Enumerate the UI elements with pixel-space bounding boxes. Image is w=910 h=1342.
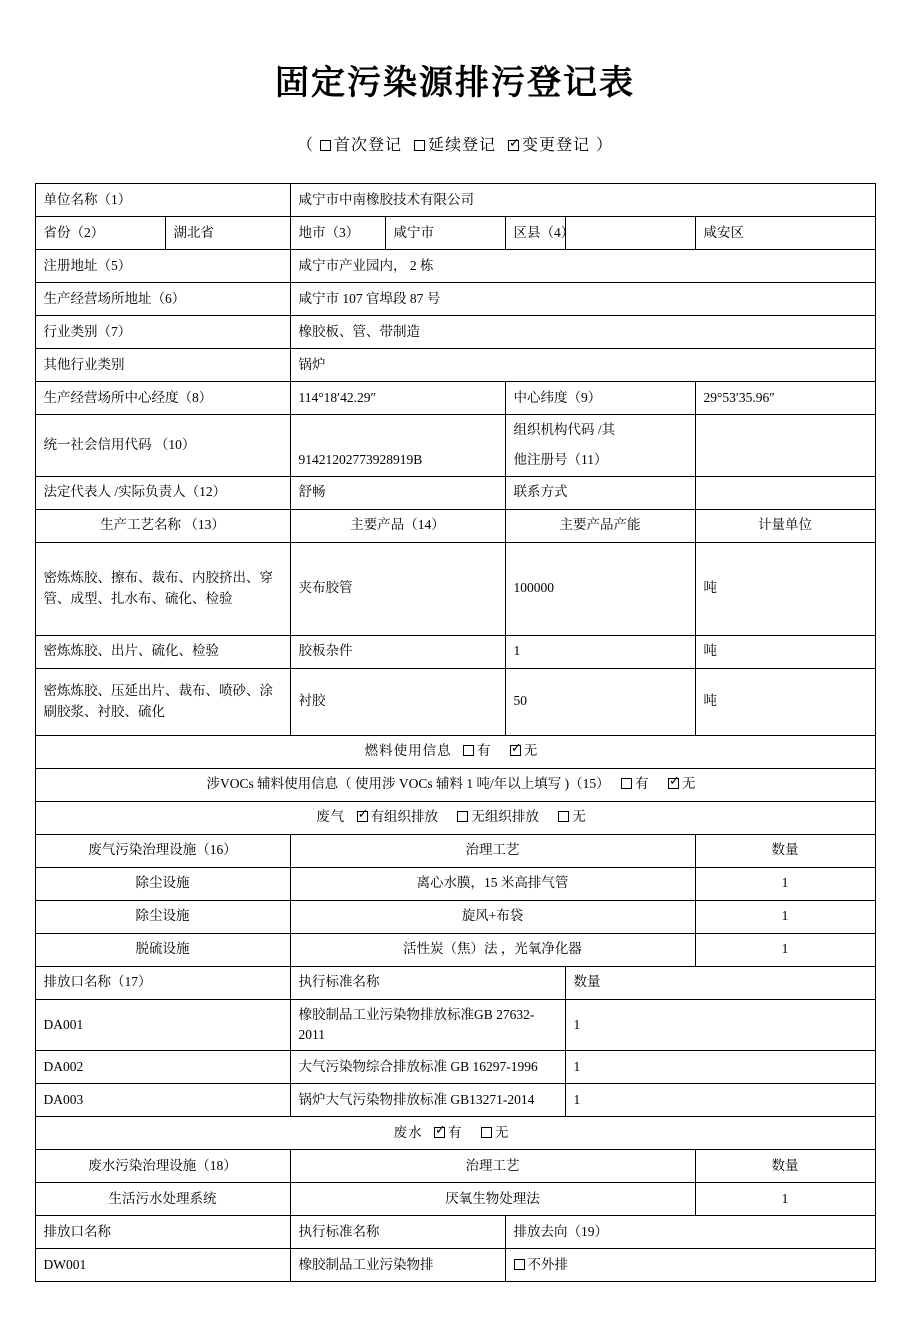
header-water-facility: 废水污染治理设施（18）: [35, 1150, 290, 1183]
value-unit-3[interactable]: 吨: [695, 668, 875, 735]
checkbox-fuel-no[interactable]: [510, 745, 521, 756]
label-reg-address: 注册地址（5）: [35, 250, 290, 283]
value-gas-process-1[interactable]: 离心水膜，15 米高排气管: [290, 867, 695, 900]
table-row-process-2: [35, 635, 875, 668]
table-row-waste-water: [35, 1117, 875, 1150]
table-row-gas-outlet-3: [35, 1084, 875, 1117]
value-gas-outlet-count-2[interactable]: 1: [565, 1051, 875, 1084]
option-fuel-yes[interactable]: [463, 741, 491, 761]
table-row-industry: [35, 316, 875, 349]
value-gas-count-2[interactable]: 1: [695, 900, 875, 933]
value-gas-outlet-name-1[interactable]: DA001: [35, 999, 290, 1051]
header-water-treatment-process: 治理工艺: [290, 1150, 695, 1183]
checkbox-vocs-no[interactable]: [668, 778, 679, 789]
value-gas-facility-3[interactable]: 脱硫设施: [35, 933, 290, 966]
label-credit-code: 统一社会信用代码 （10）: [35, 415, 290, 477]
value-capacity-3[interactable]: 50: [505, 668, 695, 735]
paren-close: ）: [596, 137, 614, 154]
checkbox-gas-unorganized[interactable]: [457, 811, 468, 822]
table-row-gas-facility-3: [35, 933, 875, 966]
checkbox-change-registration[interactable]: [508, 140, 519, 151]
label-vocs-no: 无: [681, 776, 696, 792]
table-row-gas-outlet-header: [35, 966, 875, 999]
label-vocs-yes: 有: [635, 776, 649, 792]
label-longitude: 生产经营场所中心经度（8）: [35, 382, 290, 415]
header-capacity: 主要产品产能: [505, 509, 695, 542]
option-label-change: 变更登记: [522, 137, 591, 154]
option-gas-unorganized[interactable]: [457, 807, 539, 827]
value-gas-outlet-standard-2[interactable]: 大气污染物综合排放标准 GB 16297-1996: [290, 1051, 565, 1084]
option-label-renew: 延续登记: [427, 137, 496, 154]
label-province: 省份（2）: [35, 217, 165, 250]
checkbox-water-yes[interactable]: [434, 1127, 445, 1138]
label-legal-person: 法定代表人 /实际负责人（12）: [35, 476, 290, 509]
registration-type-line: [0, 132, 910, 155]
label-no-external-discharge: 不外排: [527, 1256, 568, 1272]
value-latitude[interactable]: 29°53′35.96″: [695, 382, 875, 415]
value-product-3[interactable]: 衬胶: [290, 668, 505, 735]
header-water-outlet-direction: 排放去向（19）: [505, 1216, 875, 1249]
value-process-1[interactable]: 密炼炼胶、擦布、裁布、内胶挤出、穿管、成型、扎水布、硫化、检验: [35, 542, 290, 635]
checkbox-fuel-yes[interactable]: [463, 745, 474, 756]
table-row-credit-code: [35, 415, 875, 446]
value-water-process-1[interactable]: 厌氧生物处理法: [290, 1183, 695, 1216]
label-fuel-yes: 有: [477, 743, 491, 759]
value-capacity-2[interactable]: 1: [505, 635, 695, 668]
value-gas-outlet-name-2[interactable]: DA002: [35, 1051, 290, 1084]
label-gas-none: 无: [572, 809, 586, 825]
fuel-info-row: [35, 735, 875, 768]
label-contact: 联系方式: [505, 476, 695, 509]
value-gas-outlet-count-3[interactable]: 1: [565, 1084, 875, 1117]
value-province[interactable]: 湖北省: [165, 217, 290, 250]
label-org-code-line2: 他注册号（11）: [505, 445, 695, 476]
header-gas-treatment-process: 治理工艺: [290, 834, 695, 867]
value-reg-address[interactable]: 咸宁市产业园内， 2 栋: [290, 250, 875, 283]
value-gas-outlet-standard-3[interactable]: 锅炉大气污染物排放标准 GB13271-2014: [290, 1084, 565, 1117]
value-water-outlet-name-1[interactable]: DW001: [35, 1249, 290, 1282]
header-gas-count: 数量: [695, 834, 875, 867]
option-vocs-no[interactable]: [668, 774, 696, 794]
header-main-product: 主要产品（14）: [290, 509, 505, 542]
header-gas-outlet-count: 数量: [565, 966, 875, 999]
value-district[interactable]: 咸安区: [695, 217, 875, 250]
value-gas-count-1[interactable]: 1: [695, 867, 875, 900]
checkbox-renew-registration[interactable]: [414, 140, 425, 151]
value-prod-address[interactable]: 咸宁市 107 官埠段 87 号: [290, 283, 875, 316]
value-city[interactable]: 咸宁市: [385, 217, 505, 250]
checkbox-vocs-yes[interactable]: [621, 778, 632, 789]
checkbox-gas-organized[interactable]: [357, 811, 368, 822]
value-gas-facility-2[interactable]: 除尘设施: [35, 900, 290, 933]
label-district-spacer: [565, 217, 695, 250]
option-water-yes[interactable]: [434, 1123, 462, 1143]
header-gas-facility: 废气污染治理设施（16）: [35, 834, 290, 867]
label-water-yes: 有: [448, 1124, 462, 1140]
value-gas-process-3[interactable]: 活性炭（焦）法 ，光氧净化器: [290, 933, 695, 966]
option-label-first: 首次登记: [333, 137, 402, 154]
header-water-outlet-standard: 执行标准名称: [290, 1216, 505, 1249]
document-page: [0, 55, 910, 1342]
value-process-2[interactable]: 密炼炼胶、出片、硫化、检验: [35, 635, 290, 668]
label-latitude: 中心纬度（9）: [505, 382, 695, 415]
value-gas-process-2[interactable]: 旋风+布袋: [290, 900, 695, 933]
page-title: 固定污染源排污登记表: [275, 63, 635, 103]
table-row-fuel-info: [35, 735, 875, 768]
value-industry[interactable]: 橡胶板、管、带制造: [290, 316, 875, 349]
table-row-unit-name: [35, 184, 875, 217]
option-first-registration[interactable]: [320, 137, 402, 154]
value-capacity-1[interactable]: 100000: [505, 542, 695, 635]
value-gas-facility-1[interactable]: 除尘设施: [35, 867, 290, 900]
value-unit-1[interactable]: 吨: [695, 542, 875, 635]
value-process-3[interactable]: 密炼炼胶、压延出片、裁布、喷砂、涂刷胶浆、衬胶、硫化: [35, 668, 290, 735]
option-fuel-no[interactable]: [510, 741, 538, 761]
table-row-water-facility-1: [35, 1183, 875, 1216]
value-gas-count-3[interactable]: 1: [695, 933, 875, 966]
table-row-prod-address: [35, 283, 875, 316]
table-row-gas-facility-2: [35, 900, 875, 933]
value-credit-code[interactable]: 91421202773928919B: [290, 415, 505, 477]
table-row-coordinates: [35, 382, 875, 415]
table-row-waste-gas: [35, 801, 875, 834]
value-unit-name[interactable]: 咸宁市中南橡胶技术有限公司: [290, 184, 875, 217]
label-other-industry: 其他行业类别: [35, 349, 290, 382]
value-gas-outlet-name-3[interactable]: DA003: [35, 1084, 290, 1117]
table-row-process-header: [35, 509, 875, 542]
table-row-gas-facility-header: [35, 834, 875, 867]
option-renew-registration[interactable]: [414, 137, 496, 154]
label-org-code: 组织机构代码 /其: [505, 415, 695, 446]
value-water-facility-1[interactable]: 生活污水处理系统: [35, 1183, 290, 1216]
value-product-1[interactable]: 夹布胶管: [290, 542, 505, 635]
table-row-process-3: [35, 668, 875, 735]
label-fuel-info: 燃料使用信息: [364, 743, 452, 759]
waste-water-row: [35, 1117, 875, 1150]
table-row-region: [35, 217, 875, 250]
header-unit: 计量单位: [695, 509, 875, 542]
table-row-water-facility-header: [35, 1150, 875, 1183]
registration-form-table: [35, 183, 876, 1282]
option-change-registration[interactable]: [508, 137, 590, 154]
label-water-no: 无: [494, 1124, 509, 1140]
checkbox-first-registration[interactable]: [320, 140, 331, 151]
option-gas-none[interactable]: [558, 807, 586, 827]
header-water-outlet-name: 排放口名称: [35, 1216, 290, 1249]
value-product-2[interactable]: 胶板杂件: [290, 635, 505, 668]
table-row-gas-outlet-2: [35, 1051, 875, 1084]
option-gas-organized[interactable]: [357, 807, 439, 827]
label-district: 区县（4）: [505, 217, 565, 250]
label-unit-name: 单位名称（1）: [35, 184, 290, 217]
value-water-count-1[interactable]: 1: [695, 1183, 875, 1216]
option-vocs-yes[interactable]: [621, 774, 649, 794]
label-city: 地市（3）: [290, 217, 385, 250]
vocs-info-row: [35, 768, 875, 801]
header-water-count: 数量: [695, 1150, 875, 1183]
table-row-other-industry: [35, 349, 875, 382]
paren-open: （: [296, 137, 314, 154]
checkbox-gas-none[interactable]: [558, 811, 569, 822]
table-row-vocs-info: [35, 768, 875, 801]
table-row-process-1: [35, 542, 875, 635]
value-unit-2[interactable]: 吨: [695, 635, 875, 668]
label-gas-organized: 有组织排放: [370, 809, 439, 825]
table-row-legal-person: [35, 476, 875, 509]
table-row-water-outlet-1: [35, 1249, 875, 1282]
value-water-outlet-direction-1[interactable]: [505, 1249, 875, 1282]
label-industry: 行业类别（7）: [35, 316, 290, 349]
header-gas-outlet-name: 排放口名称（17）: [35, 966, 290, 999]
value-org-code[interactable]: [695, 415, 875, 477]
value-legal-person[interactable]: 舒畅: [290, 476, 505, 509]
value-gas-outlet-standard-1[interactable]: 橡胶制品工业污染物排放标准GB 27632-2011: [290, 999, 565, 1051]
value-other-industry[interactable]: 锅炉: [290, 349, 875, 382]
value-gas-outlet-count-1[interactable]: 1: [565, 999, 875, 1051]
table-row-water-outlet-header: [35, 1216, 875, 1249]
label-fuel-no: 无: [523, 743, 538, 759]
header-process-name: 生产工艺名称 （13）: [35, 509, 290, 542]
label-vocs-info: 涉VOCs 辅料使用信息（ 使用涉 VOCs 辅料 1 吨/年以上填写 )（15）: [206, 776, 610, 792]
table-row-gas-facility-1: [35, 867, 875, 900]
table-row-reg-address: [35, 250, 875, 283]
option-water-no[interactable]: [481, 1123, 509, 1143]
value-longitude[interactable]: 114°18′42.29″: [290, 382, 505, 415]
label-prod-address: 生产经营场所地址（6）: [35, 283, 290, 316]
label-waste-gas: 废气: [316, 809, 346, 825]
checkbox-water-no[interactable]: [481, 1127, 492, 1138]
header-gas-outlet-standard: 执行标准名称: [290, 966, 565, 999]
value-water-outlet-standard-1[interactable]: 橡胶制品工业污染物排: [290, 1249, 505, 1282]
checkbox-no-external-discharge[interactable]: [514, 1259, 525, 1270]
value-contact[interactable]: [695, 476, 875, 509]
waste-gas-row: [35, 801, 875, 834]
label-gas-unorganized: 无组织排放: [471, 809, 539, 825]
table-row-gas-outlet-1: [35, 999, 875, 1051]
label-waste-water: 废水: [393, 1124, 423, 1140]
